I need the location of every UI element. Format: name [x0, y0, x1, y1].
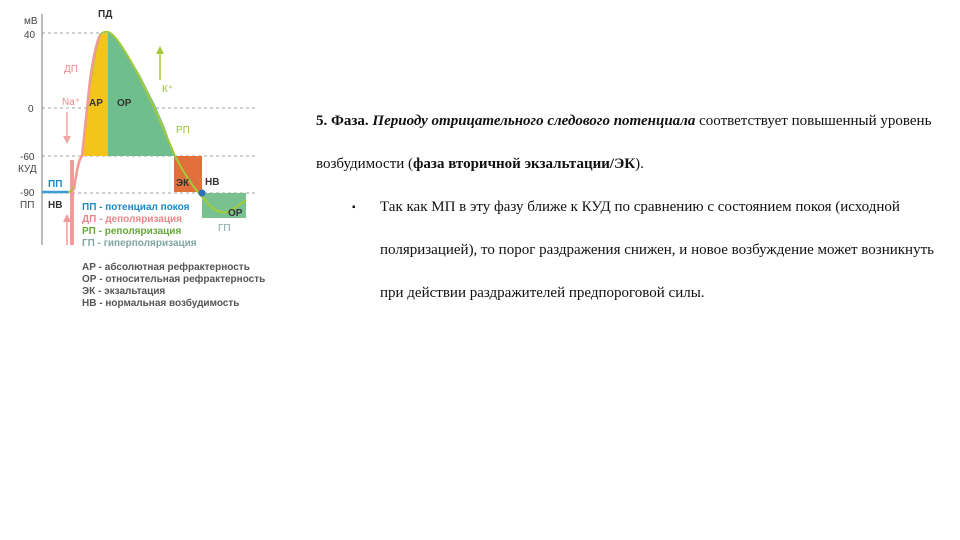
legend-gp: ГП - гиперполяризация: [82, 238, 197, 249]
legend-rp: РП - реполяризация: [82, 226, 182, 237]
k-arrow: [156, 46, 164, 80]
tick-kud: КУД: [18, 164, 37, 175]
bullet-text: Так как МП в эту фазу ближе к КУД по сравнению с состоянием покоя (исходной поляризацией), то порог раздражения снижен, и новое возбуждение может возникнуть при действии раздражителей предпороговой силы.: [380, 199, 934, 301]
legend-nv: НВ - нормальная возбудимость: [82, 298, 240, 309]
bullet-item: [316, 186, 946, 315]
stim-arrow: [63, 214, 71, 245]
k-label: К⁺: [162, 84, 174, 95]
tick-pp: ПП: [20, 200, 35, 211]
depol-pink-bar: [70, 160, 74, 245]
legend-ek: ЭК - экзальтация: [82, 286, 166, 297]
or2-label: ОР: [228, 208, 243, 219]
tick-60: -60: [20, 152, 35, 163]
action-potential-diagram: [0, 0, 300, 320]
phase-paragraph: [316, 100, 946, 186]
rp-label: РП: [176, 125, 190, 136]
y-unit-label: мВ: [24, 16, 38, 27]
tick-40: 40: [24, 30, 36, 41]
phase-name: фаза вторичной экзальтации/ЭК: [413, 156, 636, 172]
threshold-dot: [199, 190, 206, 197]
legend-ar: АР - абсолютная рефрактерность: [82, 262, 250, 273]
phase-title: Периоду отрицательного следового потенциала: [372, 113, 696, 129]
phase-end: ).: [635, 156, 644, 172]
phase-description: соответствует повышенный уровень возбудимости (: [316, 113, 932, 172]
nv-left-label: НВ: [48, 200, 63, 211]
na-label: Na⁺: [62, 97, 81, 108]
or-label: ОР: [117, 98, 132, 109]
ek-label: ЭК: [176, 178, 190, 189]
phase-number: 5. Фаза.: [316, 113, 373, 129]
ar-label: АР: [89, 98, 103, 109]
pp-label: ПП: [48, 179, 63, 190]
gp-label: ГП: [218, 223, 231, 234]
slide-text-block: [316, 100, 946, 315]
nv-right-label: НВ: [205, 177, 220, 188]
legend-or: ОР - относительная рефрактерность: [82, 274, 266, 285]
dp-label: ДП: [64, 64, 78, 75]
legend-dp: ДП - деполяризация: [82, 214, 182, 225]
bullet-icon: ▪: [352, 202, 356, 213]
tick-90: -90: [20, 188, 35, 199]
legend-pp: ПП - потенциал покоя: [82, 202, 190, 213]
na-arrow: [63, 112, 71, 144]
tick-0: 0: [28, 104, 34, 115]
peak-label: ПД: [98, 9, 113, 20]
